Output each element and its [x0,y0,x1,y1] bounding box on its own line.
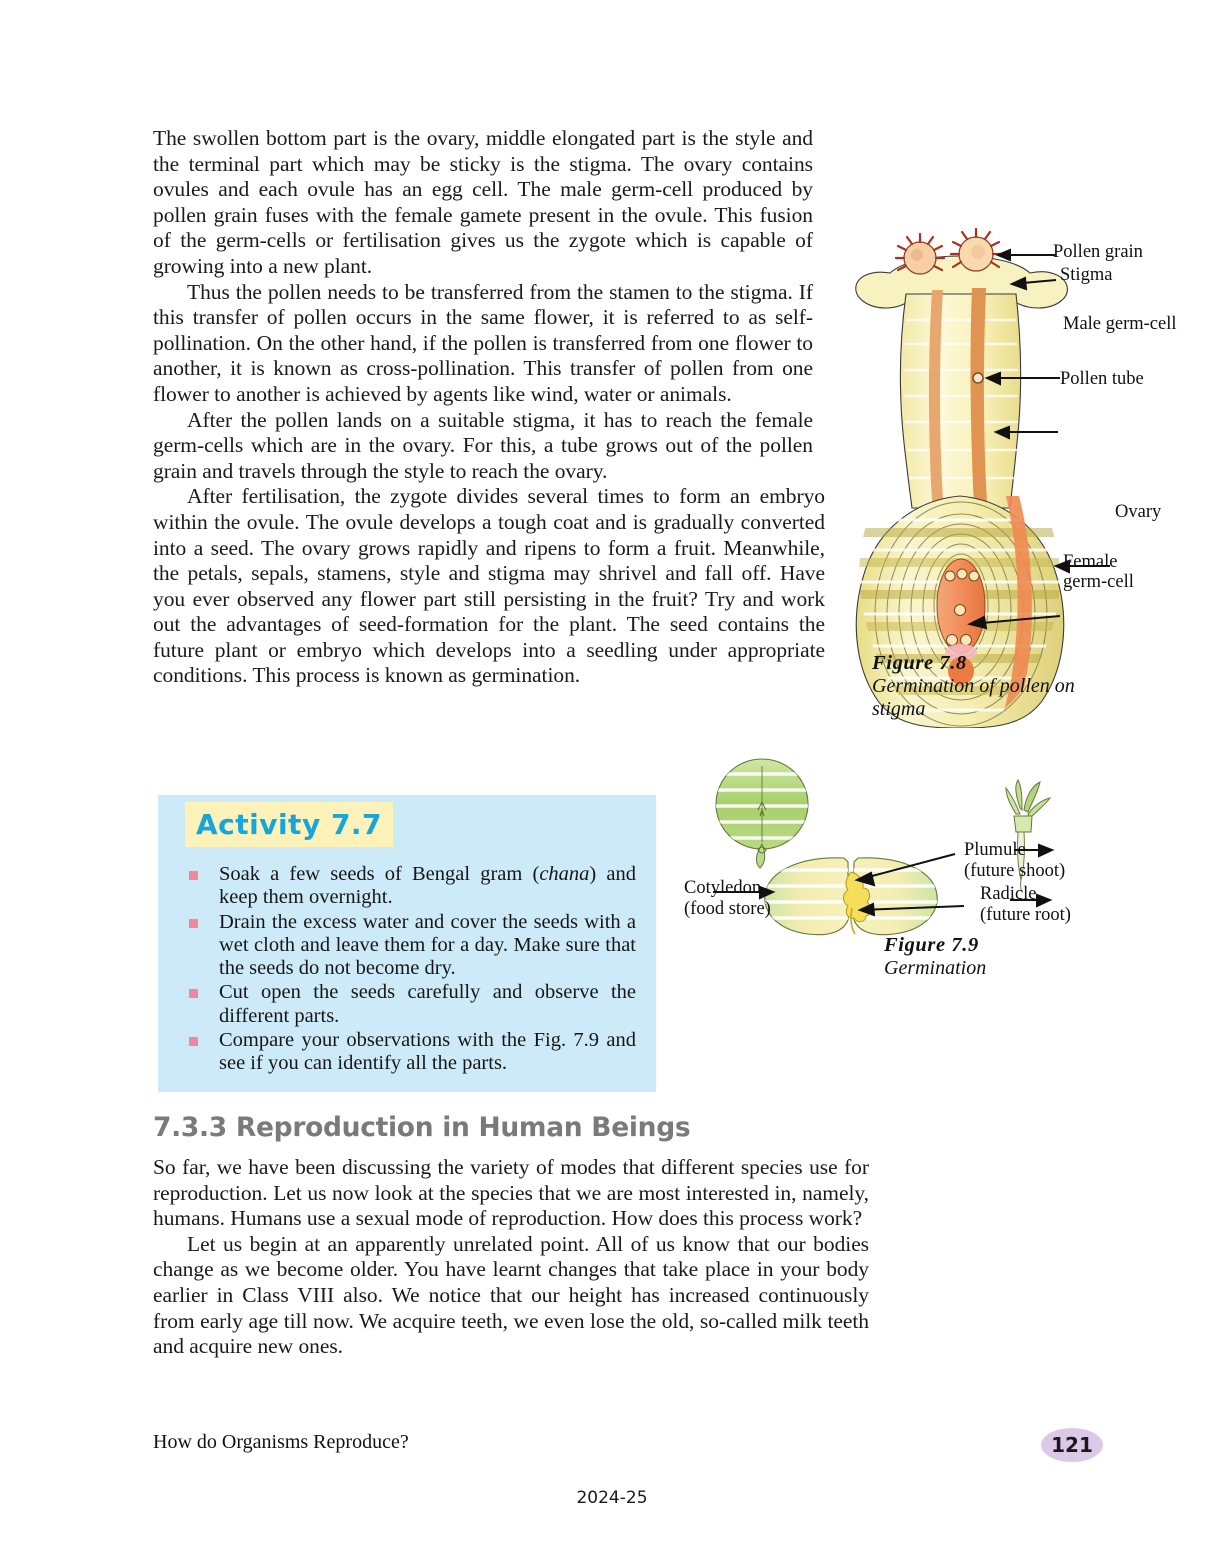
figure-7-9-caption-text: Germination [884,957,987,979]
square-bullet-icon [189,989,198,998]
footer-year: 2024-25 [576,1488,648,1508]
paragraph: Thus the pollen needs to be transferred from the stamen to the stigma. If this transfer of pollen occurs in the same flower, it is referred to as self-pollination. On the other hand, if the pollen is transferred from one flower to another, it is known as cross-pollination. This transfer of pollen from one flower to another is achieved by agents like wind, water or animals. [153,279,813,406]
label-male-germ-cell: Male germ-cell [1063,314,1177,334]
activity-title-band [185,802,393,847]
page-number: 121 [1051,1433,1093,1457]
list-item: Cut open the seeds carefully and observe the different parts. [186,981,636,1028]
label-pollen-tube: Pollen tube [1060,369,1144,389]
main-text-column [153,126,869,689]
square-bullet-icon [189,1037,198,1046]
label-stigma: Stigma [1060,265,1113,285]
figure-7-8-caption [872,652,1112,721]
label-female-germ-cell: Female germ-cell [1063,552,1134,592]
section-heading: 7.3.3 Reproduction in Human Beings [153,1112,691,1143]
footer-chapter-title: How do Organisms Reproduce? [153,1431,409,1453]
activity-title: Activity 7.7 [195,808,383,841]
activity-step-list [186,863,636,1077]
label-pollen-grain: Pollen grain [1053,242,1143,262]
square-bullet-icon [189,919,198,928]
list-item: Drain the excess water and cover the seeds with a wet cloth and leave them for a day. Make sure that the seeds do not become dry. [186,911,636,981]
figure-7-9-caption [884,934,1104,980]
figure-7-9-number: Figure 7.9 [884,934,979,956]
square-bullet-icon [189,871,198,880]
paragraph: After the pollen lands on a suitable stigma, it has to reach the female germ-cells which are in the ovary. For this, a tube grows out of the pollen grain and travels through the style to reach the ovary. [153,407,813,483]
activity-box [158,795,656,1092]
list-item: Compare your observations with the Fig. 7.9 and see if you can identify all the parts. [186,1029,636,1076]
label-radicle: Radicle (future root) [980,884,1071,925]
paragraph: So far, we have been discussing the variety of modes that different species use for reproduction. Let us now look at the species that we are most interested in, namely, humans. Humans use a sexual mode of reproduction. How does this process work? [153,1155,869,1231]
list-item: Soak a few seeds of Bengal gram (chana) and keep them overnight. [186,863,636,910]
page-number-badge [1041,1428,1103,1462]
label-cotyledon: Cotyledon (food store) [684,878,771,919]
paragraph: The swollen bottom part is the ovary, middle elongated part is the style and the terminal part which may be sticky is the stigma. The ovary contains ovules and each ovule has an egg cell. The male germ-cell produced by pollen grain fuses with the female gamete present in the ovule. This fusion of the germ-cells or fertilisation gives us the zygote which is capable of growing into a new plant. [153,126,813,278]
label-ovary: Ovary [1115,502,1162,522]
paragraph: Let us begin at an apparently unrelated point. All of us know that our bodies change as we become older. You have learnt changes that take place in your body earlier in Class VIII also. We notice that our height has increased continuously from early age till now. We acquire teeth, we even lose the old, so-called milk teeth and acquire new ones. [153,1231,869,1359]
section-text-column [153,1155,869,1360]
figure-7-8-caption-text: Germination of pollen on stigma [872,675,1075,720]
figure-7-8-number: Figure 7.8 [872,652,967,674]
label-plumule: Plumule (future shoot) [964,840,1066,881]
paragraph: After fertilisation, the zygote divides several times to form an embryo within the ovule. The ovule develops a tough coat and is gradually converted into a seed. The ovary grows rapidly and ripens to form a fruit. Meanwhile, the petals, sepals, stamens, style and stigma may shrivel and fall off. Have you ever observed any flower part still persisting in the fruit? Try and work out the advantages of seed-formation for the plant. The seed contains the future plant or embryo which develops into a seedling under appropriate conditions. This process is known as germination. [153,484,825,688]
